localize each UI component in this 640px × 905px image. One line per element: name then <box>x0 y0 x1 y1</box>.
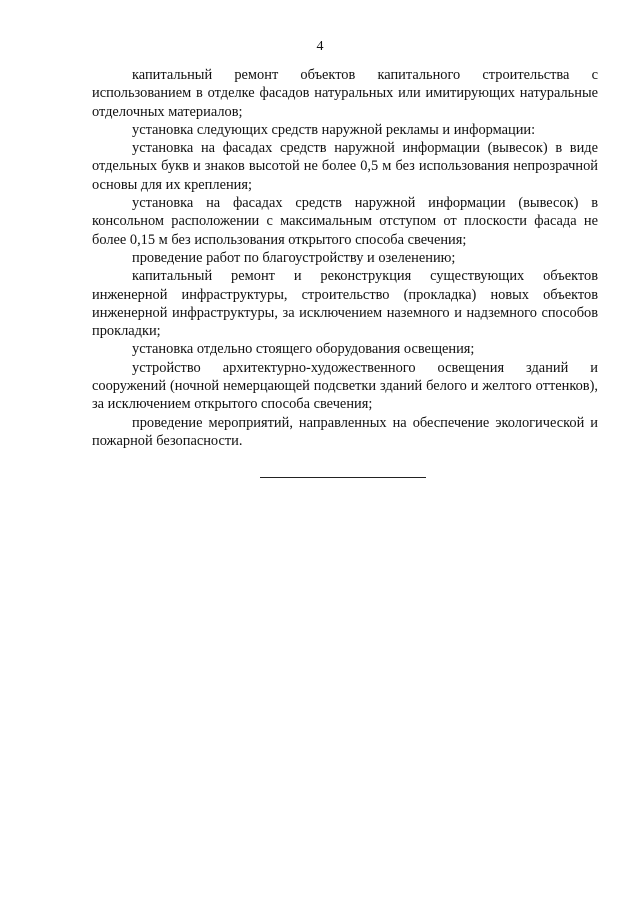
paragraph-landscaping: проведение работ по благоустройству и озеленению; <box>132 249 456 266</box>
paragraph-signs-letters: установка на фасадах средств наружной информации (вывесок) в виде отдельных букв и знаков высотой не более 0,5 м без использования непрозрачной основы для их крепления; <box>92 140 598 193</box>
paragraph-lighting-equipment: установка отдельно стоящего оборудования освещения; <box>132 341 475 358</box>
paragraph-capital-repair-facades: капитальный ремонт объектов капитального строительства с использованием в отделке фасадов натуральных или имитирующих натуральные отделочных материалов; <box>92 67 598 120</box>
paragraph-engineering-infrastructure: капитальный ремонт и реконструкция существующих объектов инженерной инфраструктуры, строительство (прокладка) новых объектов инженерной инфраструктуры, за исключением наземного и надземного способов прокладки; <box>92 268 598 340</box>
page-number: 4 <box>316 39 324 54</box>
paragraph-advertising-intro: установка следующих средств наружной рекламы и информации: <box>132 121 536 138</box>
paragraph-architectural-lighting: устройство архитектурно-художественного освещения зданий и сооружений (ночной немерцающей подсветки зданий белого и желтого оттенков), за исключением открытого способа свечения; <box>92 359 598 413</box>
end-separator-line <box>260 477 426 478</box>
document-body <box>92 66 598 450</box>
paragraph-signs-console: установка на фасадах средств наружной информации (вывесок) в консольном расположении с максимальным отступом от плоскости фасада не более 0,15 м без использования открытого способа свечения; <box>92 195 598 248</box>
paragraph-safety-measures: проведение мероприятий, направленных на обеспечение экологической и пожарной безопасности. <box>92 414 598 449</box>
